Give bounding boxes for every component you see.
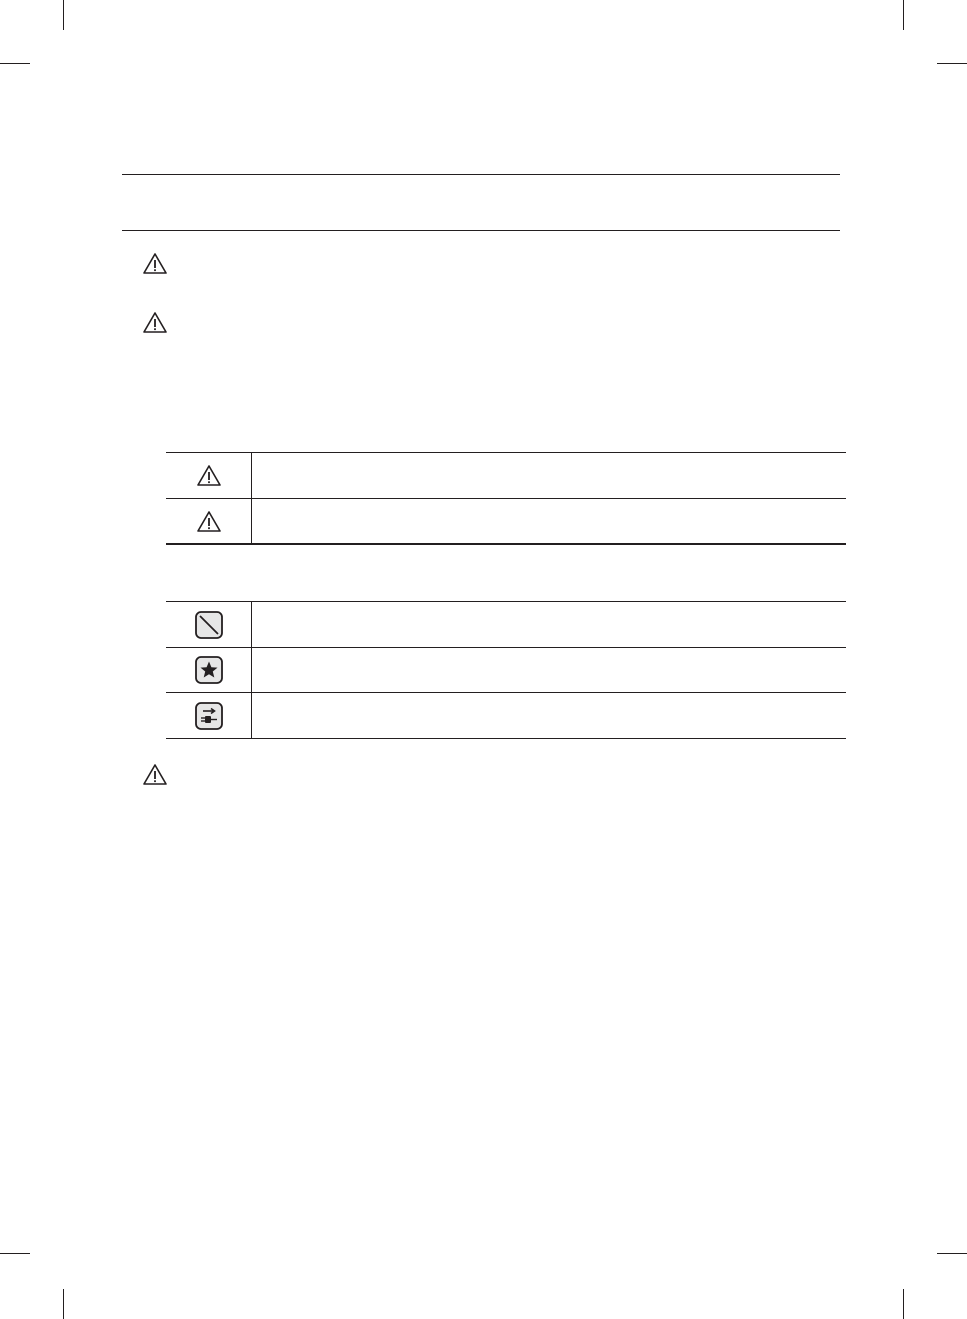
crop-mark-top-left-vertical <box>63 0 64 30</box>
symbol-cell <box>166 453 252 498</box>
symbol-table <box>166 601 846 739</box>
crop-mark-bottom-left-horizontal <box>0 1253 30 1254</box>
description-cell <box>252 693 846 738</box>
table-row <box>166 601 846 647</box>
crop-mark-bottom-right-horizontal <box>937 1253 967 1254</box>
crop-mark-top-right-horizontal <box>937 63 967 64</box>
description-cell <box>252 602 846 647</box>
header-rule-bottom <box>122 230 840 231</box>
table-row <box>166 692 846 738</box>
description-cell <box>252 648 846 692</box>
prohibited-icon <box>194 610 224 640</box>
crop-mark-bottom-right-vertical <box>903 1289 904 1319</box>
symbol-cell <box>166 499 252 543</box>
table-row <box>166 452 846 498</box>
header-rule-top <box>122 174 840 175</box>
crop-mark-top-right-vertical <box>903 0 904 30</box>
warning-triangle-icon <box>142 311 168 334</box>
star-icon <box>194 655 224 685</box>
symbol-cell <box>166 648 252 692</box>
warning-triangle-icon <box>142 763 168 786</box>
description-cell <box>252 453 846 498</box>
warning-symbol-table <box>166 452 846 545</box>
crop-mark-bottom-left-vertical <box>63 1289 64 1319</box>
crop-mark-top-left-horizontal <box>0 63 30 64</box>
warning-triangle-icon <box>196 464 222 487</box>
symbol-cell <box>166 693 252 738</box>
symbol-cell <box>166 602 252 647</box>
warning-triangle-icon <box>142 252 168 275</box>
unplug-icon <box>194 701 224 731</box>
table-row <box>166 647 846 692</box>
description-cell <box>252 499 846 543</box>
warning-triangle-icon <box>196 510 222 533</box>
table-row <box>166 498 846 543</box>
